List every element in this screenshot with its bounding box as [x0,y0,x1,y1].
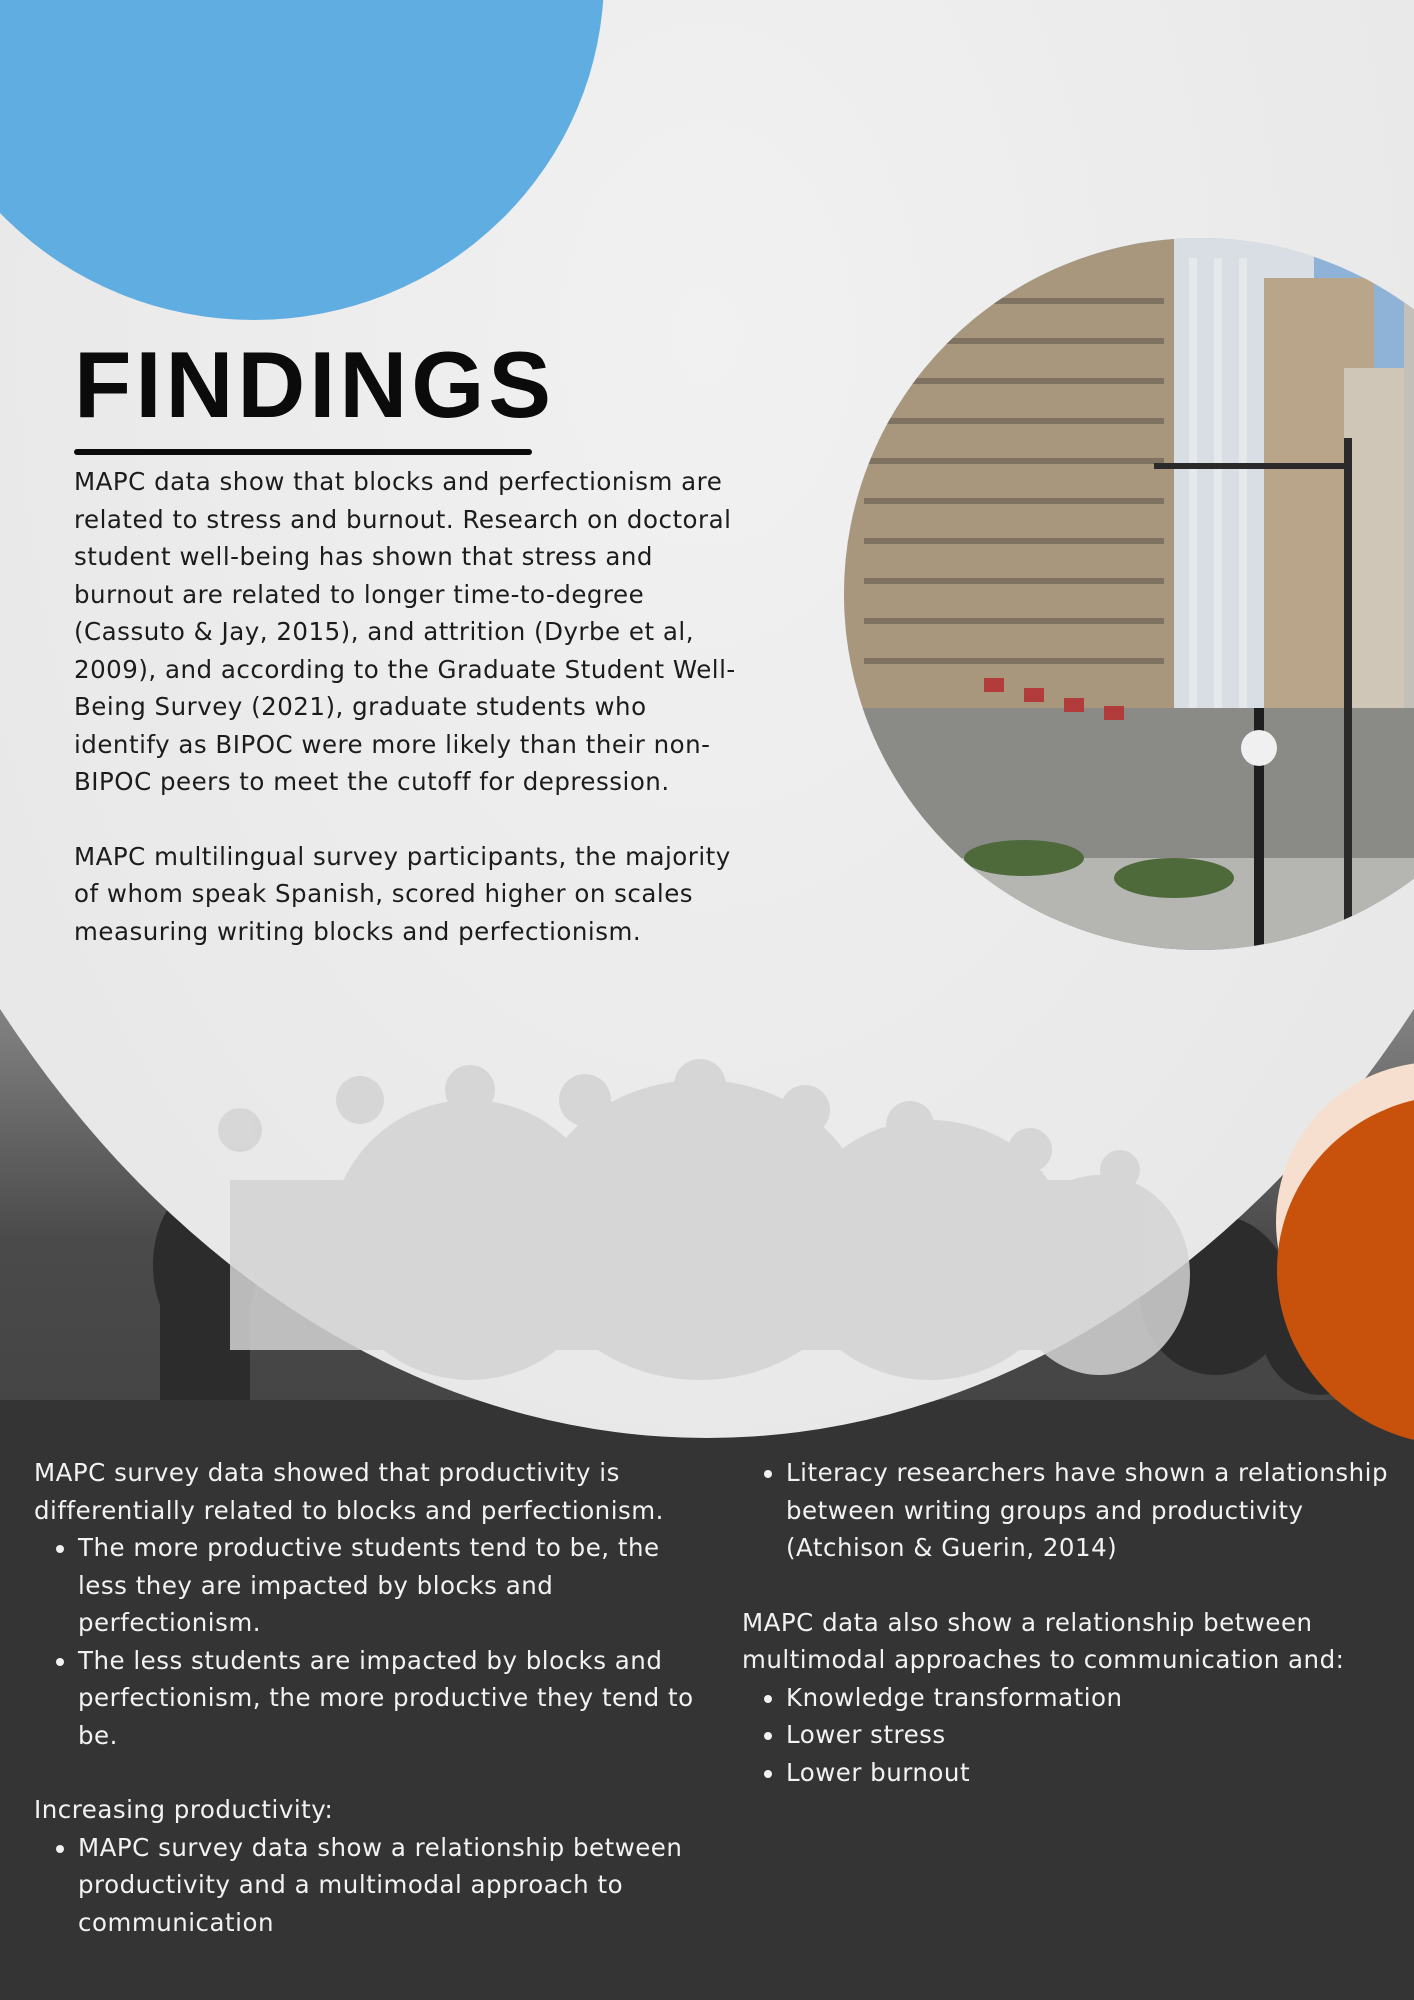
bottom-right-column [742,1454,1407,1791]
findings-text [74,463,749,950]
increasing-productivity-list [34,1829,714,1942]
multimodal-outcomes-list [742,1679,1407,1792]
title-underline [74,449,532,455]
list-item: • Literacy researchers have shown a relationship between writing groups and productivity (Atchison & Guerin, 2014) [786,1454,1407,1567]
list-item: • The less students are impacted by blocks and perfectionism, the more productive they tend to be. [78,1642,714,1755]
list-item: • Lower burnout [786,1754,1407,1792]
multimodal-intro: MAPC data also show a relationship between multimodal approaches to communication and: [742,1607,1345,1674]
findings-paragraph-1: MAPC data show that blocks and perfectionism are related to stress and burnout. Research on doctoral student well-being has shown that stress and burnout are related to longer time-to-degree (Cassuto & Jay, 2015), and attrition (Dyrbe et al, 2009), and according to the Graduate Student Well-Being Survey (2021), graduate students who identify as BIPOC were more likely than their non-BIPOC peers to meet the cutoff for depression. [74,467,736,796]
list-item: • Lower stress [786,1716,1407,1754]
productivity-bullet-list [34,1529,714,1754]
productivity-intro: MAPC survey data showed that productivity is differentially related to blocks and perfectionism. [34,1458,664,1525]
list-item: • Knowledge transformation [786,1679,1407,1717]
list-item: • The more productive students tend to be, the less they are impacted by blocks and perfectionism. [78,1529,714,1642]
literacy-research-list [742,1454,1407,1567]
bottom-left-column [34,1454,714,1941]
list-item: • MAPC survey data show a relationship between productivity and a multimodal approach to communication [78,1829,714,1942]
findings-paragraph-2: MAPC multilingual survey participants, the majority of whom speak Spanish, scored higher on scales measuring writing blocks and perfectionism. [74,841,731,946]
increasing-productivity-heading: Increasing productivity: [34,1795,334,1824]
findings-title: FINDINGS [74,332,556,437]
